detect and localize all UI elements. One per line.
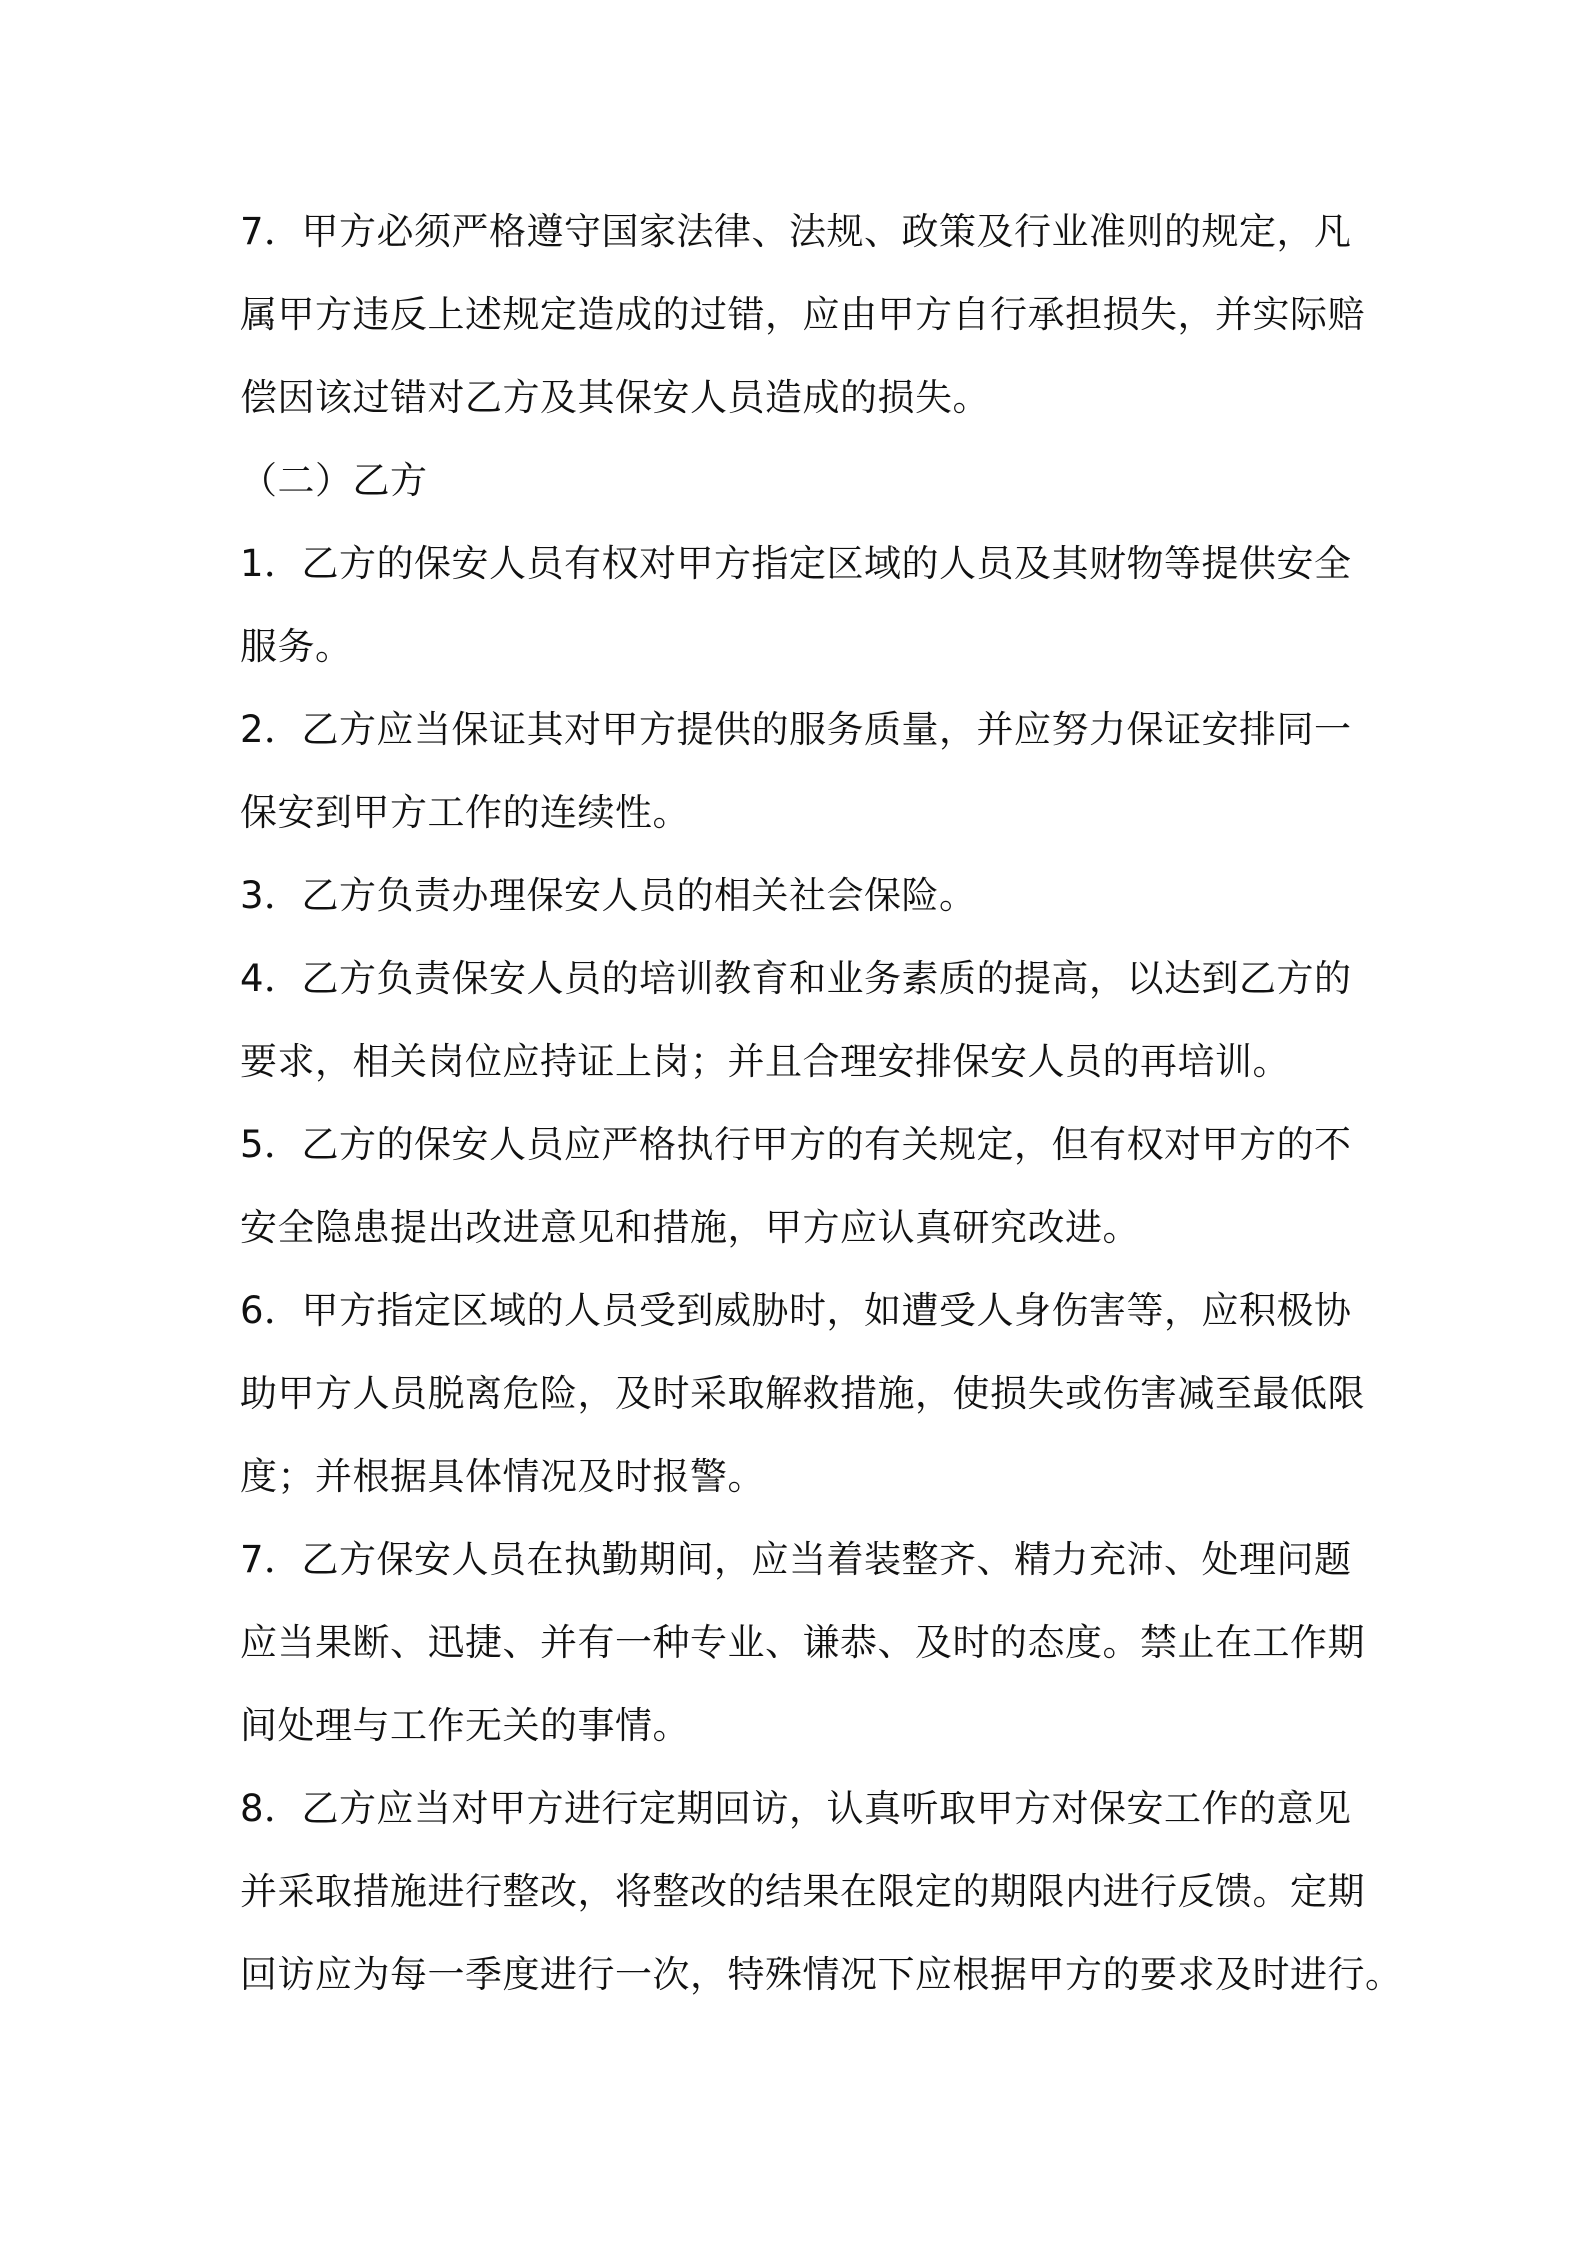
- text-line-8: 保安到甲方工作的连续性。: [240, 791, 690, 834]
- text-line-19: 间处理与工作无关的事情。: [240, 1704, 690, 1747]
- text-line-18: 应当果断、迅捷、并有一种专业、谦恭、及时的态度。禁止在工作期: [240, 1621, 1365, 1664]
- text-line-12: 5．乙方的保安人员应严格执行甲方的有关规定，但有权对甲方的不: [240, 1123, 1352, 1166]
- text-line-21: 并采取措施进行整改，将整改的结果在限定的期限内进行反馈。定期: [240, 1870, 1365, 1913]
- text-line-9: 3．乙方负责办理保安人员的相关社会保险。: [240, 874, 977, 917]
- text-line-11: 要求，相关岗位应持证上岗；并且合理安排保安人员的再培训。: [240, 1040, 1290, 1083]
- section-heading: （二）乙方: [240, 459, 428, 502]
- text-line-16: 度；并根据具体情况及时报警。: [240, 1455, 765, 1498]
- text-line-1: 7．甲方必须严格遵守国家法律、法规、政策及行业准则的规定，凡: [240, 210, 1352, 253]
- document-body: [240, 190, 1403, 2016]
- text-line-6: 服务。: [240, 625, 353, 668]
- text-line-15: 助甲方人员脱离危险，及时采取解救措施，使损失或伤害减至最低限: [240, 1372, 1365, 1415]
- text-line-10: 4．乙方负责保安人员的培训教育和业务素质的提高，以达到乙方的: [240, 957, 1352, 1000]
- text-line-17: 7．乙方保安人员在执勤期间，应当着装整齐、精力充沛、处理问题: [240, 1538, 1352, 1581]
- text-line-3: 偿因该过错对乙方及其保安人员造成的损失。: [240, 376, 990, 419]
- text-line-2: 属甲方违反上述规定造成的过错，应由甲方自行承担损失，并实际赔: [240, 293, 1365, 336]
- text-line-13: 安全隐患提出改进意见和措施，甲方应认真研究改进。: [240, 1206, 1140, 1249]
- text-line-20: 8．乙方应当对甲方进行定期回访，认真听取甲方对保安工作的意见: [240, 1787, 1352, 1830]
- text-line-14: 6．甲方指定区域的人员受到威胁时，如遭受人身伤害等，应积极协: [240, 1289, 1352, 1332]
- text-line-22: 回访应为每一季度进行一次，特殊情况下应根据甲方的要求及时进行。: [240, 1953, 1403, 1996]
- text-line-7: 2．乙方应当保证其对甲方提供的服务质量，并应努力保证安排同一: [240, 708, 1352, 751]
- text-line-5: 1．乙方的保安人员有权对甲方指定区域的人员及其财物等提供安全: [240, 542, 1352, 585]
